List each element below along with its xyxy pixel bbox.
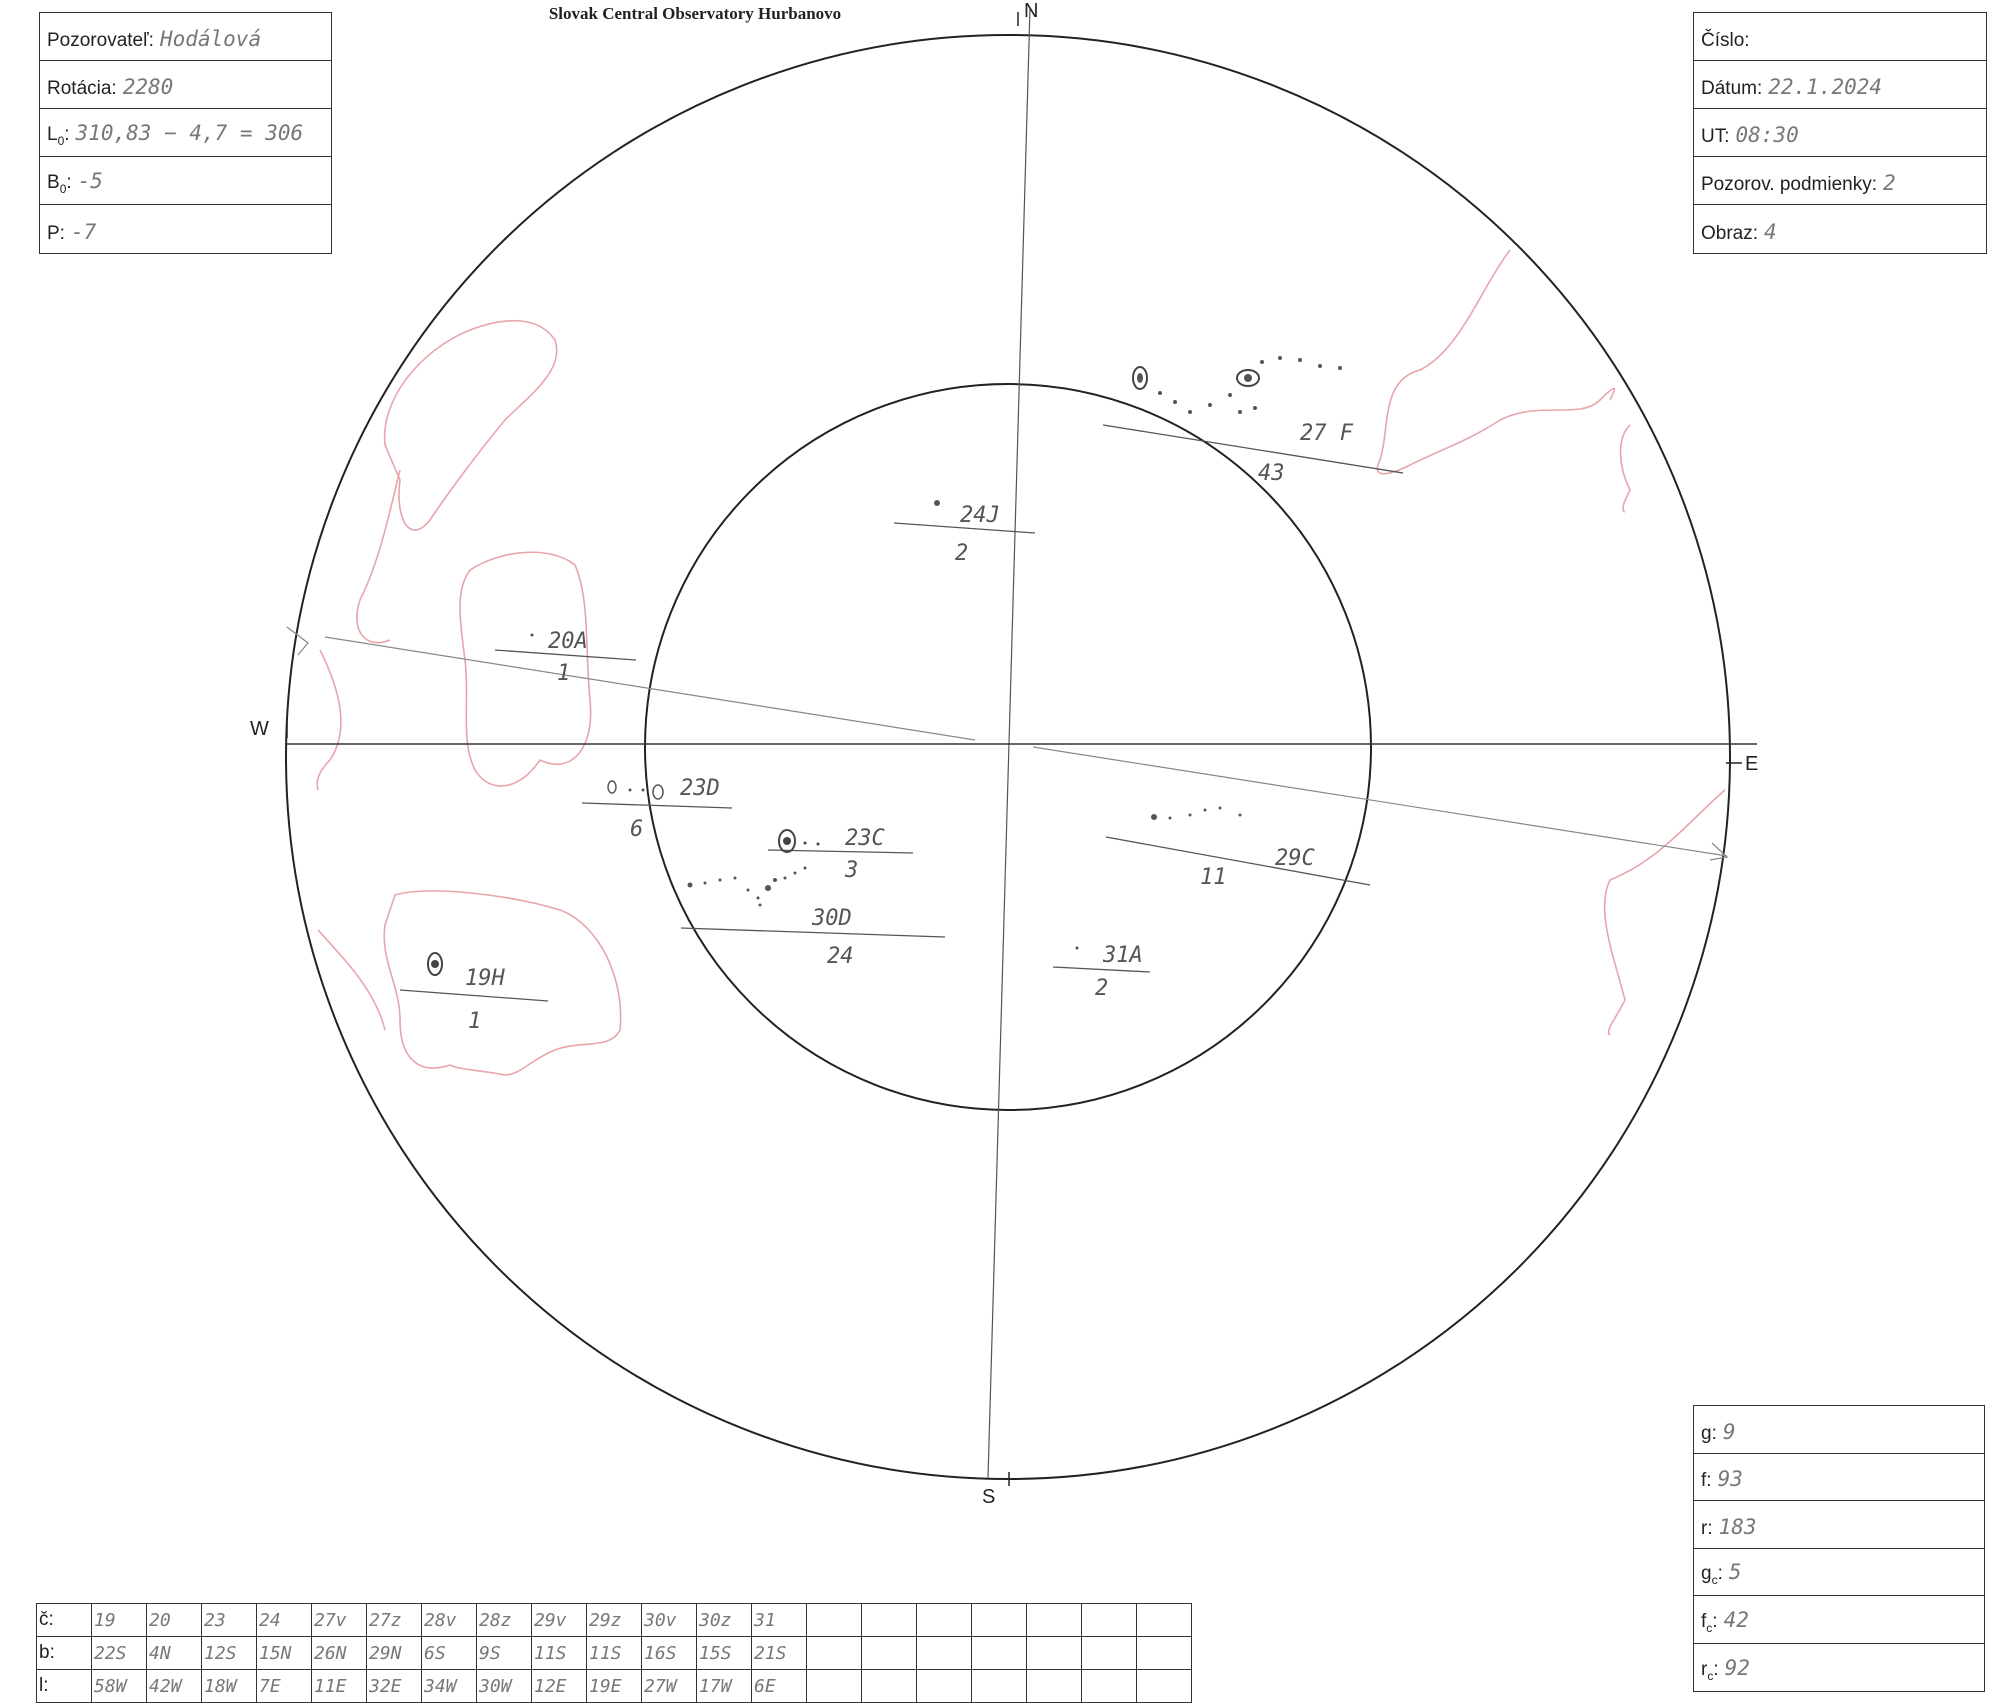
sunspot: [757, 897, 760, 900]
sunspot: [1137, 373, 1143, 383]
facula-region: [1621, 425, 1630, 512]
table-cell: [917, 1604, 972, 1637]
ut-label: UT:: [1701, 126, 1730, 147]
table-cell: 30z: [697, 1604, 752, 1637]
gc-suffix: :: [1717, 1563, 1723, 1585]
facula-region: [1605, 790, 1725, 1035]
sunspot: [773, 878, 777, 882]
group-position-table: [36, 1603, 1192, 1703]
table-cell: 23: [202, 1604, 257, 1637]
table-cell: 24: [257, 1604, 312, 1637]
group-27F-spots: [1133, 356, 1342, 414]
rc-label: r: [1701, 1659, 1708, 1681]
rotation-label: Rotácia:: [47, 78, 117, 99]
table-cell: 30W: [477, 1670, 532, 1703]
l0-label: L: [47, 124, 58, 146]
group-24J-label: 24J: [960, 503, 1000, 528]
gc-sub: c: [1711, 1573, 1718, 1587]
group-19H-line: [400, 990, 548, 1001]
table-cell: [1082, 1637, 1137, 1670]
sunspot: [1238, 410, 1242, 414]
fc-value: 42: [1723, 1607, 1749, 1632]
group-29C-line: [1106, 837, 1370, 885]
table-cell: [972, 1670, 1027, 1703]
sunspot: [804, 842, 807, 845]
table-cell: [1027, 1670, 1082, 1703]
group-20A-label: 20A: [548, 629, 588, 654]
group-20A-count: 1: [557, 661, 571, 686]
table-cell: 28v: [422, 1604, 477, 1637]
group-30D-count: 24: [827, 944, 854, 969]
sunspot: [642, 789, 645, 792]
table-cell: 17W: [697, 1670, 752, 1703]
sunspot: [1318, 364, 1322, 368]
table-cell: 31: [752, 1604, 807, 1637]
sunspot: [1228, 393, 1232, 397]
gc-value: 5: [1728, 1560, 1742, 1585]
group-19H-label: 19H: [465, 966, 505, 991]
table-cell: [862, 1604, 917, 1637]
group-30D-label: 30D: [812, 906, 852, 931]
observer-value: Hodálová: [159, 27, 262, 51]
group-19H-umbra: [431, 960, 439, 968]
group-31A-count: 2: [1095, 976, 1109, 1001]
sunspot: [1169, 817, 1172, 820]
f-value: 93: [1717, 1467, 1743, 1491]
group-31A-label: 31A: [1103, 943, 1143, 968]
sunspot: [1158, 391, 1162, 395]
table-cell: [862, 1637, 917, 1670]
sunspot: [783, 837, 791, 845]
sunspot: [608, 781, 616, 793]
table-cell: 32E: [367, 1670, 422, 1703]
sunspot: [1204, 809, 1207, 812]
table-cell: [1137, 1604, 1192, 1637]
b0-value: -5: [77, 169, 103, 194]
table-cell: 16S: [642, 1637, 697, 1670]
table-cell: 18W: [202, 1670, 257, 1703]
table-cell: 22S: [92, 1637, 147, 1670]
group-27F-count: 43: [1258, 461, 1285, 486]
fc-sub: c: [1706, 1620, 1713, 1635]
group-23C-count: 3: [845, 858, 859, 883]
l0-sub: 0: [57, 134, 65, 148]
east-label: E: [1745, 753, 1759, 775]
table-cell: 42W: [147, 1670, 202, 1703]
row-label-longitude: l:: [37, 1670, 92, 1703]
table-cell: 29v: [532, 1604, 587, 1637]
sunspot: [734, 877, 737, 880]
table-cell: 26N: [312, 1637, 367, 1670]
sunspot: [817, 843, 820, 846]
date-value: 22.1.2024: [1768, 75, 1883, 99]
rotation-value: 2280: [122, 75, 174, 99]
conditions-value: 2: [1883, 171, 1896, 195]
table-cell: 15S: [697, 1637, 752, 1670]
sunspot: [629, 789, 632, 792]
table-row-number: [37, 1604, 1192, 1637]
table-cell: 27z: [367, 1604, 422, 1637]
table-cell: 15N: [257, 1637, 312, 1670]
south-label: S: [982, 1486, 996, 1508]
sunspot: [1151, 814, 1157, 820]
group-31A-spot: [1076, 947, 1079, 950]
table-cell: [1137, 1637, 1192, 1670]
table-cell: 29N: [367, 1637, 422, 1670]
sunspot: [794, 872, 797, 875]
ut-value: 08:30: [1735, 123, 1799, 147]
rc-suffix: :: [1713, 1659, 1719, 1681]
b0-label: B: [47, 172, 60, 194]
table-cell: 34W: [422, 1670, 477, 1703]
north-label: N: [1024, 0, 1039, 22]
group-23D-spots: [608, 781, 663, 799]
sunspot: [704, 882, 707, 885]
facula-region: [1377, 250, 1614, 474]
sunspot: [1278, 356, 1282, 360]
sunspot: [1189, 814, 1192, 817]
table-cell: [917, 1670, 972, 1703]
group-27F-label: 27 F: [1300, 421, 1353, 446]
table-cell: [1137, 1670, 1192, 1703]
table-cell: 11S: [587, 1637, 642, 1670]
group-24J-spot: [934, 500, 940, 506]
table-cell: [1027, 1637, 1082, 1670]
table-cell: [1027, 1604, 1082, 1637]
sunspot: [1338, 366, 1342, 370]
image-label: Obraz:: [1701, 223, 1759, 244]
b0-suffix: :: [66, 172, 72, 194]
table-cell: 9S: [477, 1637, 532, 1670]
f-label: f:: [1701, 1470, 1712, 1491]
sunspot: [765, 885, 771, 891]
table-cell: 29z: [587, 1604, 642, 1637]
sunspot: [1244, 374, 1252, 382]
table-cell: 4N: [147, 1637, 202, 1670]
table-cell: 6S: [422, 1637, 477, 1670]
table-row-longitude: [37, 1670, 1192, 1703]
facula-region: [357, 470, 400, 643]
central-zone-circle: [645, 384, 1371, 1110]
group-23C-label: 23C: [845, 826, 885, 851]
p-label: P:: [47, 223, 65, 244]
table-cell: 27W: [642, 1670, 697, 1703]
group-23D-label: 23D: [680, 776, 720, 801]
facula-region: [318, 930, 385, 1030]
date-label: Dátum:: [1701, 78, 1763, 99]
b0-sub: 0: [59, 182, 67, 196]
table-cell: 19: [92, 1604, 147, 1637]
table-cell: [972, 1637, 1027, 1670]
table-cell: 30v: [642, 1604, 697, 1637]
sunspot: [804, 867, 807, 870]
r-label: r:: [1701, 1517, 1713, 1539]
table-cell: [862, 1670, 917, 1703]
group-29C-label: 29C: [1275, 846, 1315, 871]
conditions-label: Pozorov. podmienky:: [1701, 174, 1878, 195]
sunspot: [784, 877, 787, 880]
group-30D-spots: [688, 867, 807, 907]
table-cell: 27v: [312, 1604, 367, 1637]
table-cell: 12S: [202, 1637, 257, 1670]
page-title: Slovak Central Observatory Hurbanovo: [548, 4, 842, 23]
group-27F-line: [1103, 425, 1403, 473]
table-cell: 6E: [752, 1670, 807, 1703]
sunspot: [759, 904, 762, 907]
table-cell: [1082, 1604, 1137, 1637]
table-cell: [807, 1670, 862, 1703]
table-cell: 20: [147, 1604, 202, 1637]
group-29C-spots: [1151, 807, 1242, 821]
r-value: 183: [1718, 1514, 1757, 1539]
l0-suffix: :: [64, 124, 70, 146]
l0-value: 310,83 − 4,7 = 306: [75, 121, 304, 146]
table-cell: 11S: [532, 1637, 587, 1670]
table-cell: [807, 1604, 862, 1637]
number-label: Číslo:: [1701, 30, 1750, 51]
row-label-number: č:: [37, 1604, 92, 1637]
table-cell: 7E: [257, 1670, 312, 1703]
sunspot: [1253, 406, 1257, 410]
facula-region: [317, 650, 341, 790]
fc-suffix: :: [1712, 1610, 1718, 1632]
sunspot: [653, 785, 663, 799]
table-cell: 28z: [477, 1604, 532, 1637]
sunspot: [688, 883, 693, 888]
sunspot: [1188, 410, 1192, 414]
g-label: g:: [1701, 1422, 1717, 1444]
observer-label: Pozorovateľ:: [47, 30, 154, 51]
sunspot: [1239, 814, 1242, 817]
table-cell: 11E: [312, 1670, 367, 1703]
rc-value: 92: [1724, 1656, 1750, 1681]
image-value: 4: [1764, 220, 1777, 244]
motion-line-west: [325, 637, 975, 740]
sunspot: [1173, 400, 1177, 404]
p-value: -7: [70, 220, 97, 244]
sunspot: [1219, 807, 1222, 810]
group-20A-spot: [531, 634, 534, 637]
group-23D-line: [582, 803, 732, 808]
rc-sub: c: [1707, 1669, 1714, 1683]
group-24J-count: 2: [955, 541, 969, 566]
west-label: W: [250, 718, 269, 740]
table-cell: 12E: [532, 1670, 587, 1703]
group-23C-spots: [779, 830, 820, 852]
motion-line-east: [1033, 747, 1727, 856]
sunspot: [719, 879, 722, 882]
north-south-axis: [988, 8, 1030, 1478]
table-cell: [917, 1637, 972, 1670]
g-value: 9: [1722, 1419, 1736, 1444]
table-row-latitude: [37, 1637, 1192, 1670]
table-cell: [1082, 1670, 1137, 1703]
table-cell: 21S: [752, 1637, 807, 1670]
table-cell: 19E: [587, 1670, 642, 1703]
gc-label: g: [1701, 1563, 1712, 1585]
table-cell: [807, 1637, 862, 1670]
group-29C-count: 11: [1200, 865, 1227, 890]
faculae-regions: [317, 250, 1725, 1075]
sunspot: [747, 889, 750, 892]
table-cell: [972, 1604, 1027, 1637]
group-23D-count: 6: [630, 817, 644, 842]
table-cell: 58W: [92, 1670, 147, 1703]
row-label-latitude: b:: [37, 1637, 92, 1670]
sunspot: [1208, 403, 1212, 407]
group-19H-count: 1: [468, 1009, 482, 1034]
sunspot: [1260, 360, 1264, 364]
sunspot: [1298, 358, 1302, 362]
fc-label: f: [1701, 1610, 1707, 1632]
